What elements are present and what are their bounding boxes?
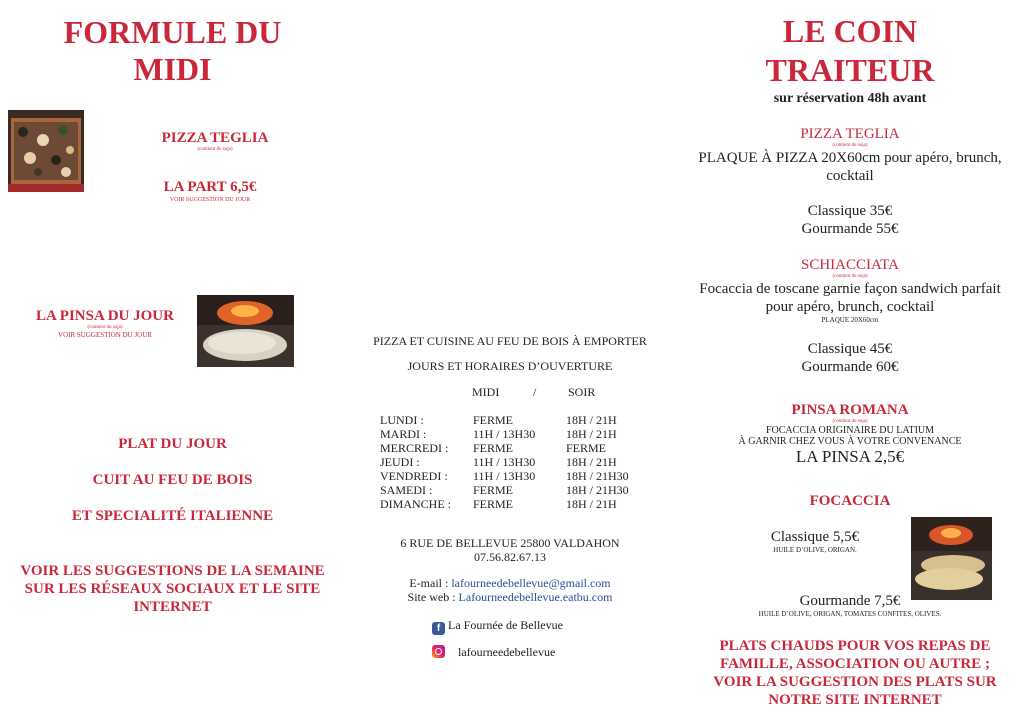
- pinsa-romana-label: PINSA ROMANA: [791, 402, 909, 418]
- facebook-name: La Fournée de Bellevue: [448, 618, 563, 632]
- middle-headline: PIZZA ET CUISINE AU FEU DE BOIS À EMPORTER: [373, 334, 647, 348]
- hours-day: VENDREDI :: [380, 469, 448, 483]
- hours-soir: 18H / 21H30: [566, 483, 629, 497]
- traiteur-teglia-label: PIZZA TEGLIA: [800, 126, 900, 142]
- traiteur-teglia: [680, 126, 1020, 238]
- traiteur-teglia-classique: Classique 35€: [807, 203, 893, 219]
- website-line: [345, 590, 675, 604]
- hours-midi: FERME: [473, 497, 514, 511]
- plats-chauds: [690, 637, 1020, 709]
- pinsa-romana-note: (contient du soja): [832, 419, 868, 424]
- focaccia-classique: [735, 528, 895, 555]
- email-label: E-mail :: [409, 576, 452, 590]
- left-suggestions-line: SUR LES RÉSEAUX SOCIAUX ET LE SITE: [24, 581, 321, 597]
- left-suggestions: [0, 562, 345, 616]
- traiteur-schiacciata: [680, 257, 1020, 376]
- hours-midi: FERME: [473, 413, 514, 427]
- left-title: FORMULE DU MIDI: [63, 14, 282, 87]
- pinsa-romana-price: LA PINSA 2,5€: [795, 447, 905, 466]
- facebook-link[interactable]: [432, 618, 563, 635]
- instagram-name: lafourneedebellevue: [458, 645, 556, 659]
- plats-chauds-line: PLATS CHAUDS POUR VOS REPAS DE: [719, 638, 991, 654]
- hours-day: LUNDI :: [380, 413, 424, 427]
- traiteur-teglia-note: (contient du soja): [832, 143, 868, 148]
- left-pizza-teglia: [120, 130, 310, 153]
- hours-soir: 18H / 21H: [566, 413, 617, 427]
- pizza-teglia-photo: [8, 110, 84, 192]
- traiteur-teglia-gourmande: Gourmande 55€: [801, 221, 899, 237]
- left-pinsa-note: (contient du soja): [87, 325, 123, 330]
- address: 6 RUE DE BELLEVUE 25800 VALDAHON: [400, 536, 620, 550]
- email-link[interactable]: lafourneedebellevue@gmail.com: [451, 576, 611, 590]
- pinsa-romana-line2: À GARNIR CHEZ VOUS À VOTRE CONVENANCE: [738, 436, 962, 447]
- hours-soir: 18H / 21H: [566, 427, 617, 441]
- schiacciata-classique: Classique 45€: [807, 341, 893, 357]
- focaccia-classique-note: HUILE D’OLIVE, ORIGAN.: [773, 546, 857, 554]
- instagram-link[interactable]: [432, 645, 555, 659]
- hours-soir: 18H / 21H: [566, 455, 617, 469]
- focaccia-label: FOCACCIA: [809, 493, 891, 509]
- opening-hours-title: JOURS ET HORAIRES D’OUVERTURE: [407, 359, 613, 373]
- right-subtitle: sur réservation 48h avant: [773, 91, 927, 106]
- contact-block: [345, 576, 675, 604]
- left-pinsa-suggestion: VOIR SUGGESTION DU JOUR: [58, 331, 152, 339]
- pinsa-oven-photo: [197, 295, 294, 367]
- hours-soir: 18H / 21H30: [566, 469, 629, 483]
- phone-number[interactable]: 07.56.82.67.13: [474, 550, 546, 564]
- left-suggestions-line: VOIR LES SUGGESTIONS DE LA SEMAINE: [20, 563, 325, 579]
- schiacciata-desc: Focaccia de toscane garnie façon sandwich parfait pour apéro, brunch, cocktail: [699, 281, 1001, 315]
- website-label: Site web :: [407, 590, 459, 604]
- focaccia-oven-photo: [911, 517, 992, 600]
- hours-midi: 11H / 13H30: [473, 455, 536, 469]
- focaccia-gourmande-note: HUILE D’OLIVE, ORIGAN, TOMATES CONFITES, OLIVES.: [758, 610, 942, 618]
- left-suggestions-line: INTERNET: [133, 599, 212, 615]
- left-pinsa-label: LA PINSA DU JOUR: [36, 308, 174, 324]
- schiacciata-label: SCHIACCIATA: [801, 257, 899, 273]
- left-part: [110, 179, 310, 204]
- hours-day: MERCREDI :: [380, 441, 449, 455]
- traiteur-teglia-desc: PLAQUE À PIZZA 20X60cm pour apéro, brunch, cocktail: [698, 150, 1002, 184]
- pinsa-romana-line1: FOCACCIA ORIGINAIRE DU LATIUM: [765, 425, 935, 436]
- left-specialite: ET SPECIALITÉ ITALIENNE: [71, 508, 274, 524]
- hours-col-soir: SOIR: [568, 385, 596, 399]
- email-line: [345, 576, 675, 590]
- hours-midi: FERME: [473, 441, 514, 455]
- website-link[interactable]: Lafourneedebellevue.eatbu.com: [458, 590, 613, 604]
- hours-col-separator: /: [533, 385, 537, 399]
- hours-soir: 18H / 21H: [566, 497, 617, 511]
- traiteur-pinsa: [680, 402, 1020, 467]
- left-part-note: VOIR SUGGESTION DU JOUR: [169, 197, 251, 203]
- hours-day: JEUDI :: [380, 455, 420, 469]
- hours-midi: 11H / 13H30: [473, 427, 536, 441]
- plats-chauds-line: FAMILLE, ASSOCIATION OU AUTRE ;: [720, 656, 990, 672]
- left-part-label: LA PART 6,5€: [163, 179, 257, 195]
- schiacciata-gourmande: Gourmande 60€: [801, 359, 899, 375]
- focaccia-gourmande-price: Gourmande 7,5€: [799, 593, 901, 609]
- focaccia-classique-price: Classique 5,5€: [770, 529, 860, 545]
- hours-day: SAMEDI :: [380, 483, 433, 497]
- instagram-icon: [432, 645, 445, 658]
- left-plat-du-jour: PLAT DU JOUR: [118, 436, 227, 452]
- address-block: [345, 536, 675, 564]
- hours-midi: FERME: [473, 483, 514, 497]
- right-title: LE COIN TRAITEUR: [765, 13, 935, 88]
- schiacciata-note: (contient du soja): [832, 274, 868, 279]
- hours-day: MARDI :: [380, 427, 427, 441]
- hours-soir: FERME: [566, 441, 607, 455]
- left-cuit-feu-de-bois: CUIT AU FEU DE BOIS: [92, 472, 253, 488]
- plats-chauds-line: VOIR LA SUGGESTION DES PLATS SUR: [713, 674, 997, 690]
- hours-day: DIMANCHE :: [380, 497, 451, 511]
- facebook-icon: f: [432, 622, 445, 635]
- hours-col-midi: MIDI: [472, 385, 500, 399]
- hours-midi: 11H / 13H30: [473, 469, 536, 483]
- schiacciata-size: PLAQUE 20X60cm: [821, 316, 879, 324]
- left-pinsa: [25, 308, 185, 339]
- left-pizza-teglia-note: (contient du soja): [197, 147, 233, 152]
- left-pizza-teglia-label: PIZZA TEGLIA: [161, 130, 269, 146]
- plats-chauds-line: NOTRE SITE INTERNET: [768, 692, 942, 708]
- focaccia-gourmande: [720, 592, 980, 619]
